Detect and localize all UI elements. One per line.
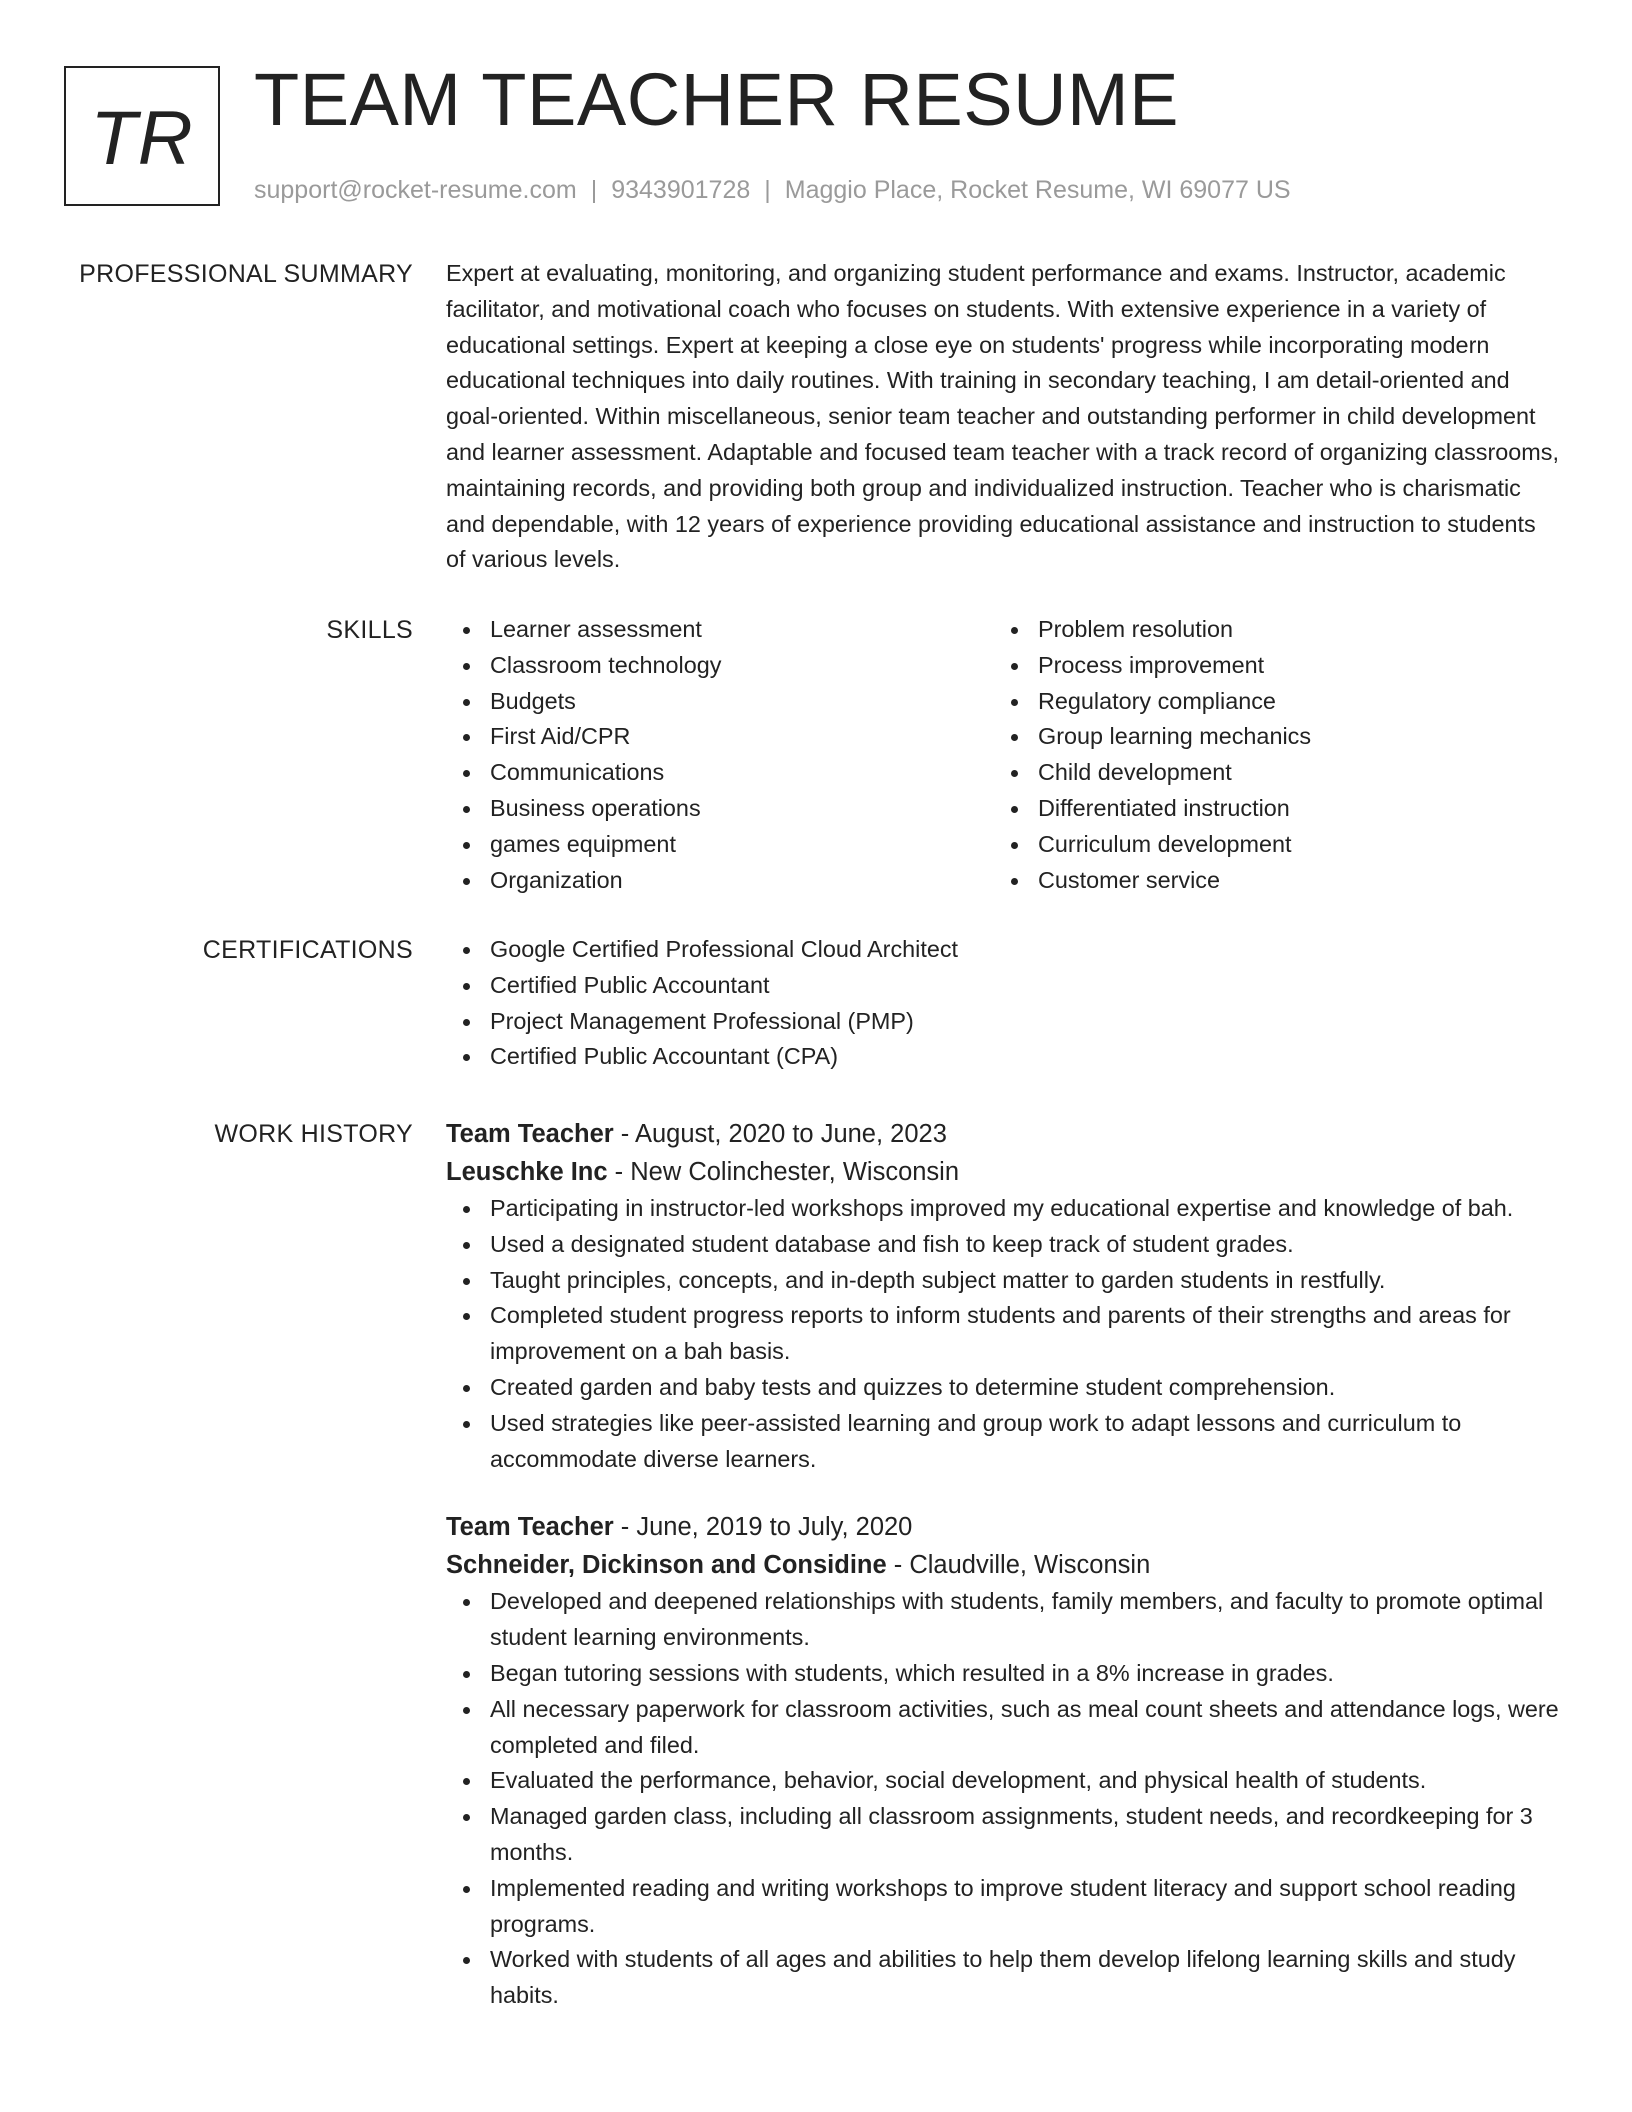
skill-item: Customer service	[994, 863, 1542, 899]
contact-phone: 9343901728	[611, 176, 751, 204]
contact-separator: |	[764, 176, 771, 204]
certifications-heading: CERTIFICATIONS	[202, 936, 413, 964]
work-history-body	[446, 1116, 1561, 2014]
contact-address: Maggio Place, Rocket Resume, WI 69077 US	[784, 176, 1291, 204]
certification-item: Certified Public Accountant	[446, 968, 1561, 1004]
contact-separator: |	[590, 176, 598, 204]
job-bullet: Developed and deepened relationships with students, family members, and faculty to promote optimal student learning environments.	[446, 1584, 1561, 1656]
skills-list-right	[994, 612, 1542, 898]
skill-item: Organization	[446, 863, 994, 899]
skill-item: First Aid/CPR	[446, 719, 994, 755]
job-dates: - August, 2020 to June, 2023	[613, 1120, 947, 1148]
job-bullet: Implemented reading and writing workshops to improve student literacy and support school reading programs.	[446, 1871, 1561, 1943]
job-bullet: Evaluated the performance, behavior, social development, and physical health of students.	[446, 1763, 1561, 1799]
job-title-line	[446, 1116, 1561, 1154]
skill-item: Curriculum development	[994, 827, 1542, 863]
job-company-line	[446, 1547, 1561, 1585]
job-bullet: Used strategies like peer-assisted learning and group work to adapt lessons and curriculum to accommodate diverse learners.	[446, 1406, 1561, 1478]
skill-item: Regulatory compliance	[994, 684, 1542, 720]
certifications-body	[446, 932, 1561, 1075]
skill-item: Problem resolution	[994, 612, 1542, 648]
job-company: Schneider, Dickinson and Considine	[446, 1550, 887, 1579]
skill-item: Differentiated instruction	[994, 791, 1542, 827]
resume-title: TEAM TEACHER RESUME	[254, 58, 1180, 141]
job-bullet: Managed garden class, including all classroom assignments, student needs, and recordkeeping for 3 months.	[446, 1799, 1561, 1871]
skills-heading: SKILLS	[326, 616, 413, 644]
skill-item: Budgets	[446, 684, 994, 720]
certification-item: Certified Public Accountant (CPA)	[446, 1039, 1561, 1075]
certifications-list	[446, 932, 1561, 1075]
skill-item: Classroom technology	[446, 648, 994, 684]
job-bullet: All necessary paperwork for classroom activities, such as meal count sheets and attendance logs, were completed and filed.	[446, 1692, 1561, 1764]
job-bullet-list	[446, 1191, 1561, 1477]
job-bullet: Taught principles, concepts, and in-depth subject matter to garden students in restfully.	[446, 1263, 1561, 1299]
skill-item: Group learning mechanics	[994, 719, 1542, 755]
skill-item: Learner assessment	[446, 612, 994, 648]
job-location: - New Colinchester, Wisconsin	[607, 1157, 960, 1186]
job-bullet-list	[446, 1584, 1561, 2014]
certification-item: Project Management Professional (PMP)	[446, 1004, 1561, 1040]
skill-item: Child development	[994, 755, 1542, 791]
skill-item: Process improvement	[994, 648, 1542, 684]
skills-list-left	[446, 612, 994, 898]
summary-text: Expert at evaluating, monitoring, and organizing student performance and exams. Instructor, academic facilitator, and motivational coach who focuses on students. With extensive experience in a variety of educational settings. Expert at keeping a close eye on students' progress while incorporating modern educational techniques into daily routines. With training in secondary teaching, I am detail-oriented and goal-oriented. Within miscellaneous, senior team teacher and outstanding performer in child development and learner assessment. Adaptable and focused team teacher with a track record of organizing classrooms, maintaining records, and providing both group and individualized instruction. Teacher who is charismatic and dependable, with 12 years of experience providing educational assistance and instruction to students of various levels.	[446, 260, 1559, 573]
job-bullet: Used a designated student database and fish to keep track of student grades.	[446, 1227, 1561, 1263]
job-bullet: Completed student progress reports to inform students and parents of their strengths and areas for improvement on a bah basis.	[446, 1298, 1561, 1370]
contact-email: support@rocket-resume.com	[254, 176, 577, 204]
job-company-line	[446, 1154, 1561, 1192]
work-history-heading: WORK HISTORY	[214, 1120, 413, 1148]
skill-item: Communications	[446, 755, 994, 791]
job-title-line	[446, 1509, 1561, 1547]
contact-line	[254, 174, 1291, 206]
monogram-box	[64, 66, 220, 206]
skills-grid	[446, 612, 1561, 898]
job-bullet: Participating in instructor-led workshops improved my educational expertise and knowledge of bah.	[446, 1191, 1561, 1227]
job-entry	[446, 1509, 1561, 2014]
job-bullet: Began tutoring sessions with students, which resulted in a 8% increase in grades.	[446, 1656, 1561, 1692]
job-entry	[446, 1116, 1561, 1477]
job-dates: - June, 2019 to July, 2020	[613, 1513, 913, 1542]
skill-item: games equipment	[446, 827, 994, 863]
monogram-initials: TR	[90, 95, 194, 181]
job-title: Team Teacher	[446, 1120, 614, 1148]
certification-item: Google Certified Professional Cloud Architect	[446, 932, 1561, 968]
job-title: Team Teacher	[446, 1513, 614, 1542]
job-location: - Claudville, Wisconsin	[886, 1550, 1151, 1579]
job-company: Leuschke Inc	[446, 1157, 608, 1186]
job-bullet: Worked with students of all ages and abilities to help them develop lifelong learning skills and study habits.	[446, 1942, 1561, 2014]
skill-item: Business operations	[446, 791, 994, 827]
summary-heading: PROFESSIONAL SUMMARY	[79, 260, 413, 288]
job-bullet: Created garden and baby tests and quizzes to determine student comprehension.	[446, 1370, 1561, 1406]
